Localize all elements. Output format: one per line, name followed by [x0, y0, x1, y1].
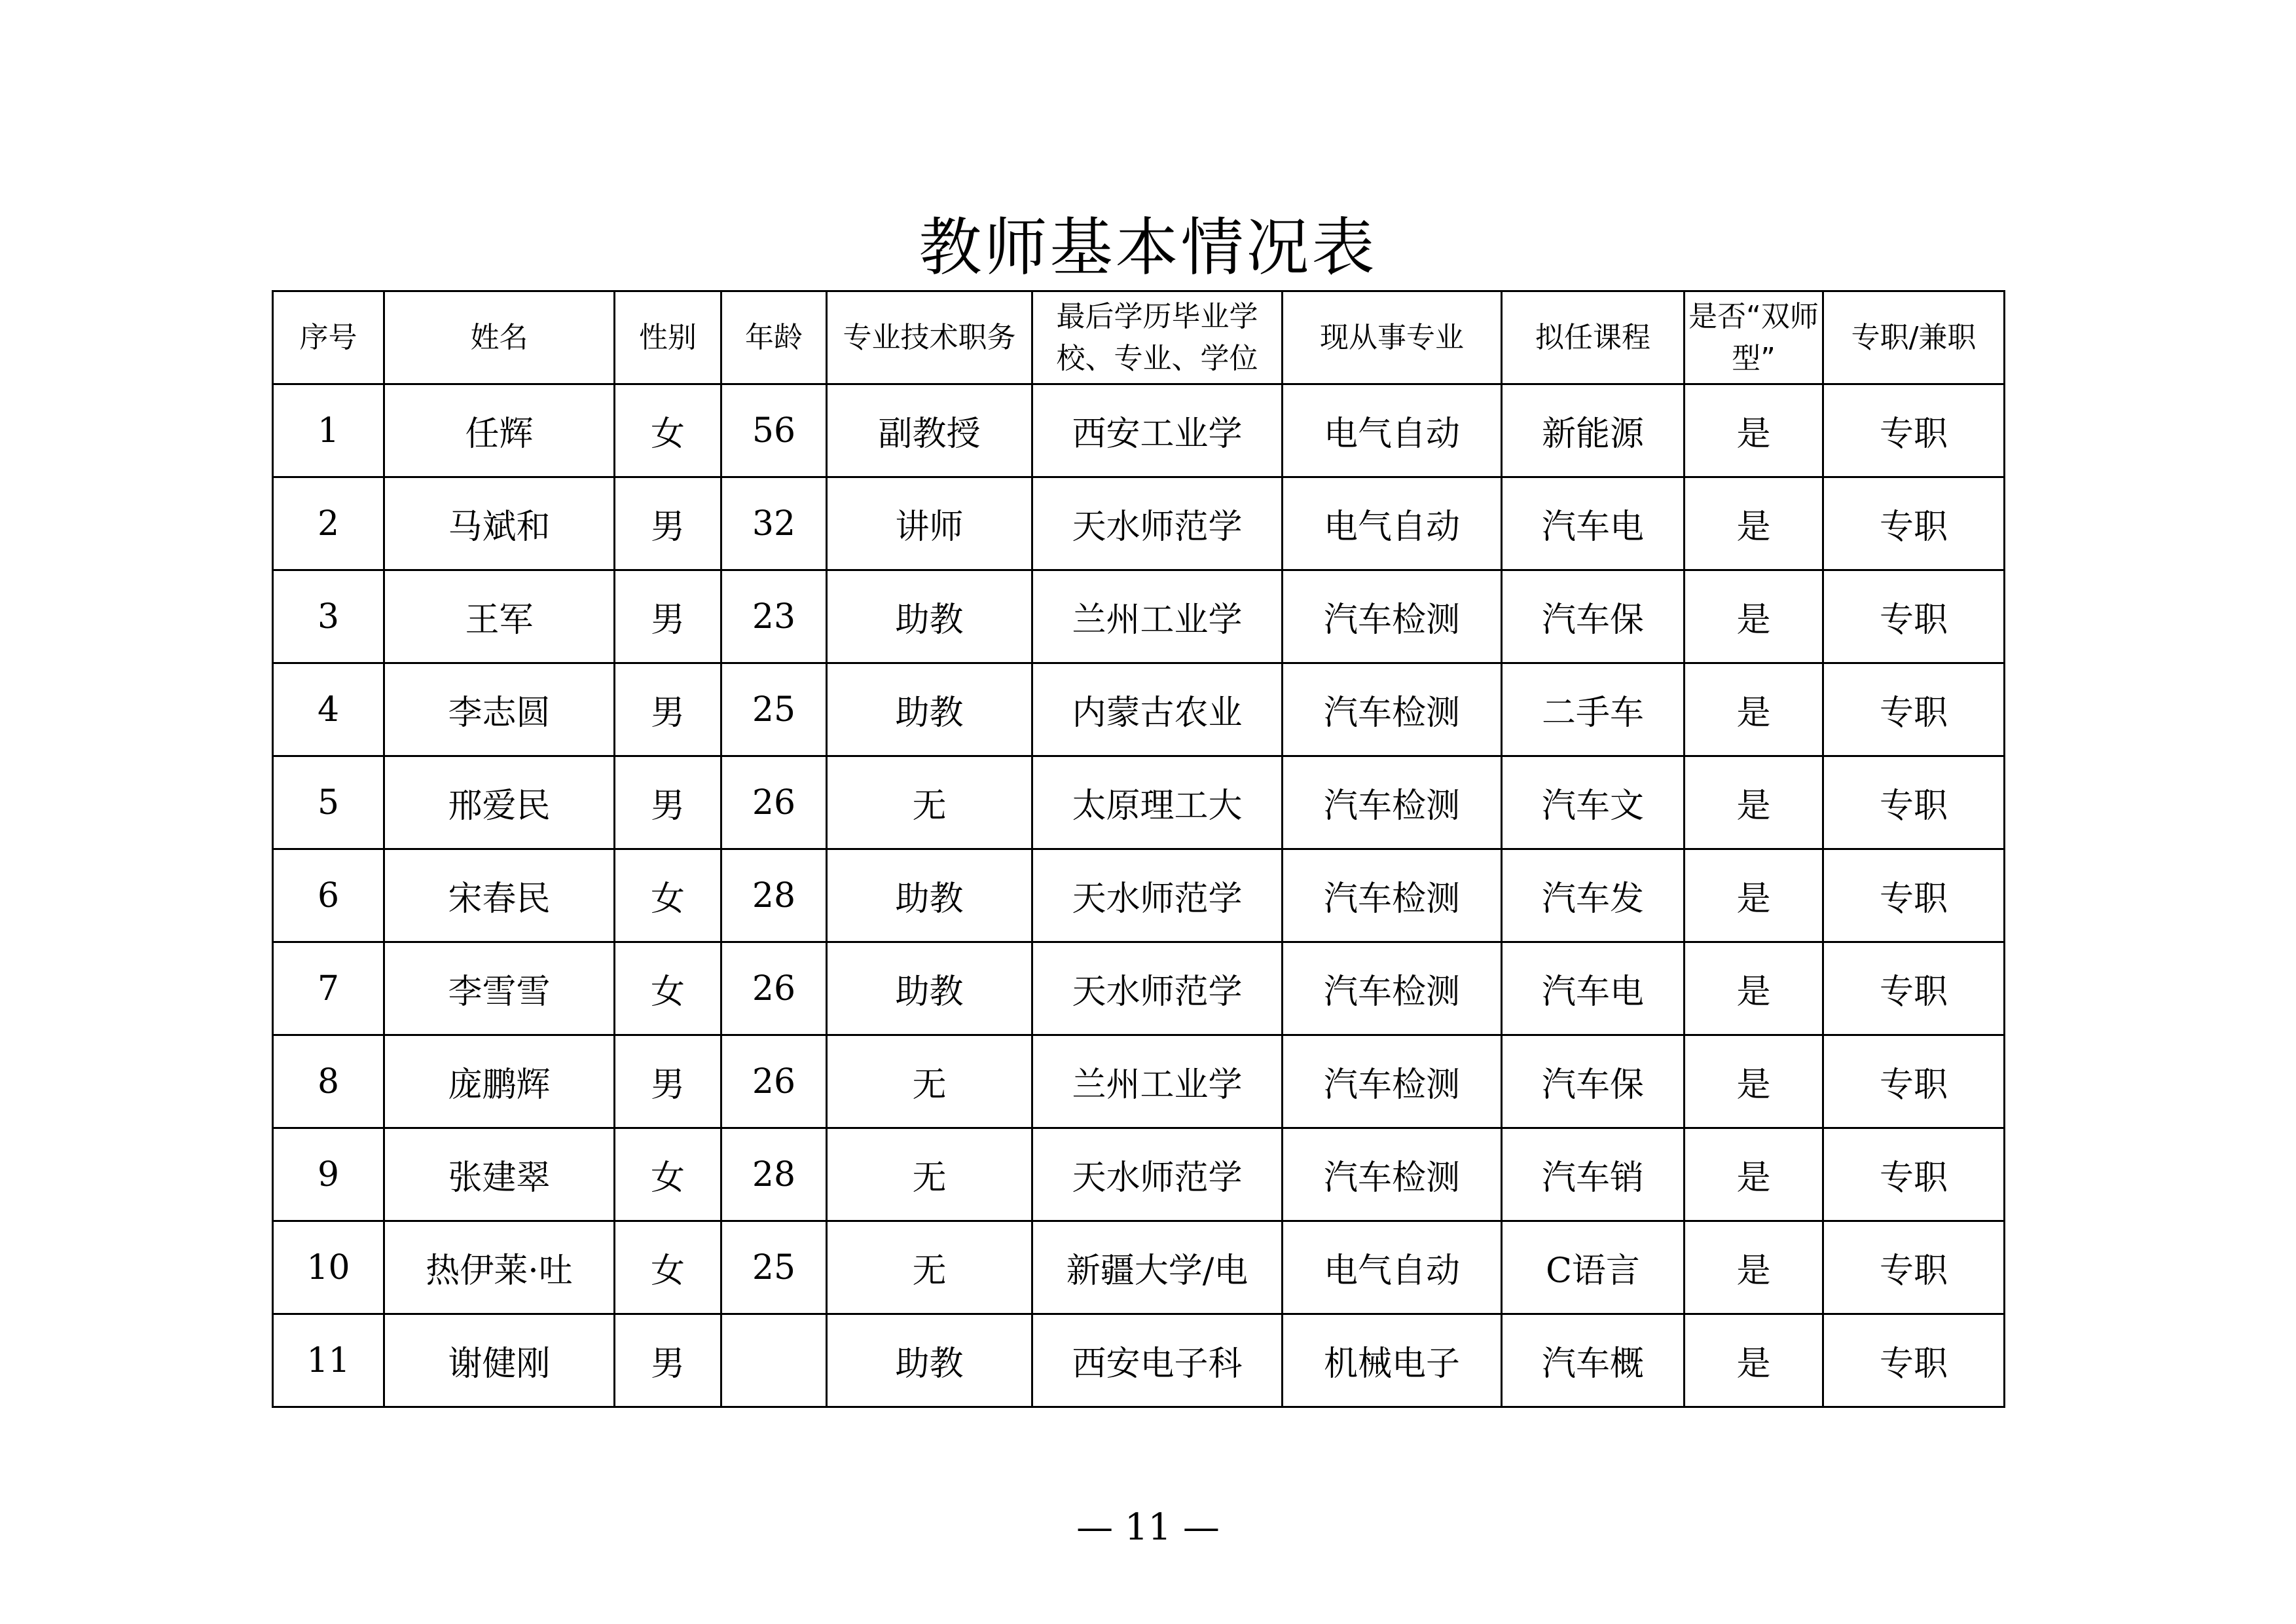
cell-fulltime: 专职 [1823, 1221, 2005, 1314]
header-title: 专业技术职务 [827, 291, 1032, 384]
cell-major: 汽车检测 [1283, 663, 1502, 756]
cell-gender: 女 [615, 384, 721, 477]
cell-gender: 男 [615, 570, 721, 663]
cell-major: 汽车检测 [1283, 756, 1502, 849]
table-header-row [273, 291, 2005, 384]
cell-index: 4 [273, 663, 384, 756]
header-name: 姓名 [384, 291, 615, 384]
cell-course: 汽车销 [1502, 1128, 1685, 1221]
header-course: 拟任课程 [1502, 291, 1685, 384]
cell-course: 汽车概 [1502, 1314, 1685, 1407]
cell-course: 汽车文 [1502, 756, 1685, 849]
cell-gender: 女 [615, 1221, 721, 1314]
cell-course: 汽车保 [1502, 570, 1685, 663]
teacher-table [272, 290, 2005, 1408]
cell-age: 26 [721, 756, 827, 849]
cell-age: 28 [721, 1128, 827, 1221]
cell-title: 副教授 [827, 384, 1032, 477]
cell-fulltime: 专职 [1823, 570, 2005, 663]
cell-title: 助教 [827, 942, 1032, 1035]
cell-name: 邢爱民 [384, 756, 615, 849]
table-row [273, 849, 2005, 942]
cell-fulltime: 专职 [1823, 1035, 2005, 1128]
cell-gender: 男 [615, 1314, 721, 1407]
cell-dual-teacher: 是 [1685, 849, 1823, 942]
cell-title: 助教 [827, 849, 1032, 942]
cell-dual-teacher: 是 [1685, 477, 1823, 570]
cell-course: 汽车保 [1502, 1035, 1685, 1128]
cell-dual-teacher: 是 [1685, 1128, 1823, 1221]
cell-title: 无 [827, 1035, 1032, 1128]
cell-age [721, 1314, 827, 1407]
cell-index: 11 [273, 1314, 384, 1407]
cell-index: 1 [273, 384, 384, 477]
cell-education: 西安电子科 [1032, 1314, 1283, 1407]
cell-age: 25 [721, 663, 827, 756]
cell-course: 汽车发 [1502, 849, 1685, 942]
cell-major: 汽车检测 [1283, 1128, 1502, 1221]
cell-name: 任辉 [384, 384, 615, 477]
cell-gender: 女 [615, 1128, 721, 1221]
cell-age: 28 [721, 849, 827, 942]
cell-fulltime: 专职 [1823, 384, 2005, 477]
cell-course: C语言 [1502, 1221, 1685, 1314]
header-age: 年龄 [721, 291, 827, 384]
cell-age: 26 [721, 942, 827, 1035]
cell-index: 6 [273, 849, 384, 942]
table-row [273, 1035, 2005, 1128]
page-number: — 11 — [1076, 1506, 1220, 1549]
cell-index: 7 [273, 942, 384, 1035]
header-fulltime: 专职/兼职 [1823, 291, 2005, 384]
cell-education: 天水师范学 [1032, 477, 1283, 570]
cell-major: 电气自动 [1283, 384, 1502, 477]
cell-gender: 男 [615, 1035, 721, 1128]
table-row [273, 1314, 2005, 1407]
cell-course: 汽车电 [1502, 477, 1685, 570]
header-dual-teacher: 是否“双师型” [1685, 291, 1823, 384]
table-row [273, 384, 2005, 477]
cell-index: 10 [273, 1221, 384, 1314]
cell-age: 23 [721, 570, 827, 663]
cell-name: 马斌和 [384, 477, 615, 570]
cell-dual-teacher: 是 [1685, 570, 1823, 663]
cell-fulltime: 专职 [1823, 1128, 2005, 1221]
cell-gender: 男 [615, 477, 721, 570]
cell-gender: 男 [615, 756, 721, 849]
cell-major: 电气自动 [1283, 1221, 1502, 1314]
cell-name: 宋春民 [384, 849, 615, 942]
cell-index: 8 [273, 1035, 384, 1128]
cell-fulltime: 专职 [1823, 849, 2005, 942]
cell-major: 汽车检测 [1283, 942, 1502, 1035]
table-row [273, 1128, 2005, 1221]
cell-dual-teacher: 是 [1685, 1314, 1823, 1407]
cell-title: 无 [827, 1221, 1032, 1314]
table-row [273, 756, 2005, 849]
cell-education: 内蒙古农业 [1032, 663, 1283, 756]
cell-index: 5 [273, 756, 384, 849]
table-row [273, 942, 2005, 1035]
cell-name: 王军 [384, 570, 615, 663]
cell-age: 25 [721, 1221, 827, 1314]
cell-title: 无 [827, 756, 1032, 849]
cell-gender: 女 [615, 849, 721, 942]
cell-fulltime: 专职 [1823, 663, 2005, 756]
cell-major: 机械电子 [1283, 1314, 1502, 1407]
header-gender: 性别 [615, 291, 721, 384]
cell-title: 助教 [827, 663, 1032, 756]
cell-title: 助教 [827, 1314, 1032, 1407]
cell-name: 庞鹏辉 [384, 1035, 615, 1128]
cell-title: 讲师 [827, 477, 1032, 570]
cell-dual-teacher: 是 [1685, 1221, 1823, 1314]
cell-education: 新疆大学/电 [1032, 1221, 1283, 1314]
cell-gender: 男 [615, 663, 721, 756]
page-title: 教师基本情况表 [919, 211, 1377, 284]
cell-name: 热伊莱·吐 [384, 1221, 615, 1314]
cell-education: 西安工业学 [1032, 384, 1283, 477]
cell-age: 56 [721, 384, 827, 477]
table-row [273, 570, 2005, 663]
cell-education: 兰州工业学 [1032, 1035, 1283, 1128]
header-education: 最后学历毕业学校、专业、学位 [1032, 291, 1283, 384]
cell-education: 太原理工大 [1032, 756, 1283, 849]
cell-major: 汽车检测 [1283, 570, 1502, 663]
cell-age: 32 [721, 477, 827, 570]
table-row [273, 1221, 2005, 1314]
cell-education: 天水师范学 [1032, 942, 1283, 1035]
cell-name: 张建翠 [384, 1128, 615, 1221]
cell-fulltime: 专职 [1823, 1314, 2005, 1407]
cell-education: 天水师范学 [1032, 849, 1283, 942]
cell-course: 二手车 [1502, 663, 1685, 756]
cell-gender: 女 [615, 942, 721, 1035]
cell-fulltime: 专职 [1823, 942, 2005, 1035]
header-index: 序号 [273, 291, 384, 384]
cell-dual-teacher: 是 [1685, 942, 1823, 1035]
cell-fulltime: 专职 [1823, 756, 2005, 849]
cell-course: 新能源 [1502, 384, 1685, 477]
header-major: 现从事专业 [1283, 291, 1502, 384]
cell-education: 天水师范学 [1032, 1128, 1283, 1221]
cell-education: 兰州工业学 [1032, 570, 1283, 663]
cell-dual-teacher: 是 [1685, 756, 1823, 849]
cell-major: 电气自动 [1283, 477, 1502, 570]
cell-course: 汽车电 [1502, 942, 1685, 1035]
cell-index: 2 [273, 477, 384, 570]
cell-major: 汽车检测 [1283, 849, 1502, 942]
table-row [273, 663, 2005, 756]
cell-title: 无 [827, 1128, 1032, 1221]
cell-index: 3 [273, 570, 384, 663]
cell-age: 26 [721, 1035, 827, 1128]
cell-name: 谢健刚 [384, 1314, 615, 1407]
cell-name: 李志圆 [384, 663, 615, 756]
cell-title: 助教 [827, 570, 1032, 663]
table-row [273, 477, 2005, 570]
cell-index: 9 [273, 1128, 384, 1221]
cell-dual-teacher: 是 [1685, 1035, 1823, 1128]
cell-dual-teacher: 是 [1685, 663, 1823, 756]
cell-dual-teacher: 是 [1685, 384, 1823, 477]
cell-major: 汽车检测 [1283, 1035, 1502, 1128]
cell-name: 李雪雪 [384, 942, 615, 1035]
cell-fulltime: 专职 [1823, 477, 2005, 570]
